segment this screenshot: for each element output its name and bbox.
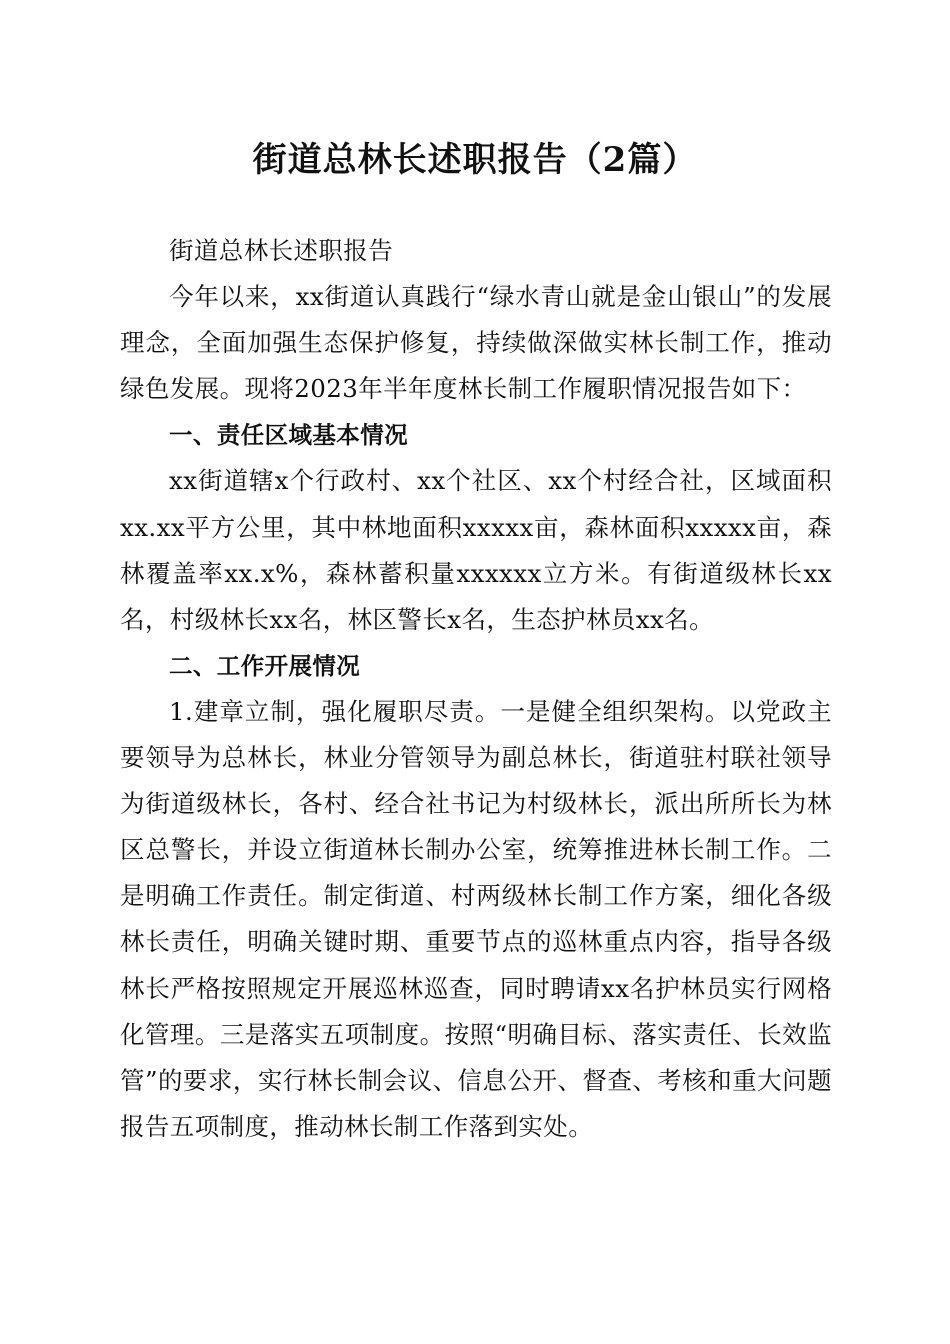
document-title: 街道总林长述职报告（2篇） bbox=[252, 140, 698, 180]
section-heading-1: 一、责任区域基本情况 bbox=[169, 421, 408, 450]
section-body-1: xx街道辖x个行政村、xx个社区、xx个村经合社，区域面积xx.xx平方公里，其中林地面积xxxxx亩，森林面积xxxxx亩，森林覆盖率xx.x%，森林蓄积量xxxxxx立方米。有街道级林长xx名，村级林长xx名，林区警长x名，生态护林员xx名。 bbox=[120, 466, 832, 634]
document-body bbox=[120, 228, 832, 1150]
intro-paragraph: 今年以来，xx街道认真践行“绿水青山就是金山银山”的发展理念，全面加强生态保护修复，持续做深做实林长制工作，推动绿色发展。现将2023年半年度林长制工作履职情况报告如下： bbox=[120, 282, 832, 404]
report-subtitle: 街道总林长述职报告 bbox=[169, 236, 394, 265]
section-body-2: 1.建章立制，强化履职尽责。一是健全组织架构。以党政主要领导为总林长，林业分管领导为副总林长，街道驻村联社领导为街道级林长，各村、经合社书记为村级林长，派出所所长为林区总警长，并设立街道林长制办公室，统筹推进林长制工作。二是明确工作责任。制定街道、村两级林长制工作方案，细化各级林长责任，明确关键时期、重要节点的巡林重点内容，指导各级林长严格按照规定开展巡林巡查，同时聘请xx名护林员实行网格化管理。三是落实五项制度。按照“明确目标、落实责任、长效监管”的要求，实行林长制会议、信息公开、督查、考核和重大问题报告五项制度，推动林长制工作落到实处。 bbox=[120, 696, 832, 1141]
section-heading-2: 二、工作开展情况 bbox=[169, 651, 361, 680]
